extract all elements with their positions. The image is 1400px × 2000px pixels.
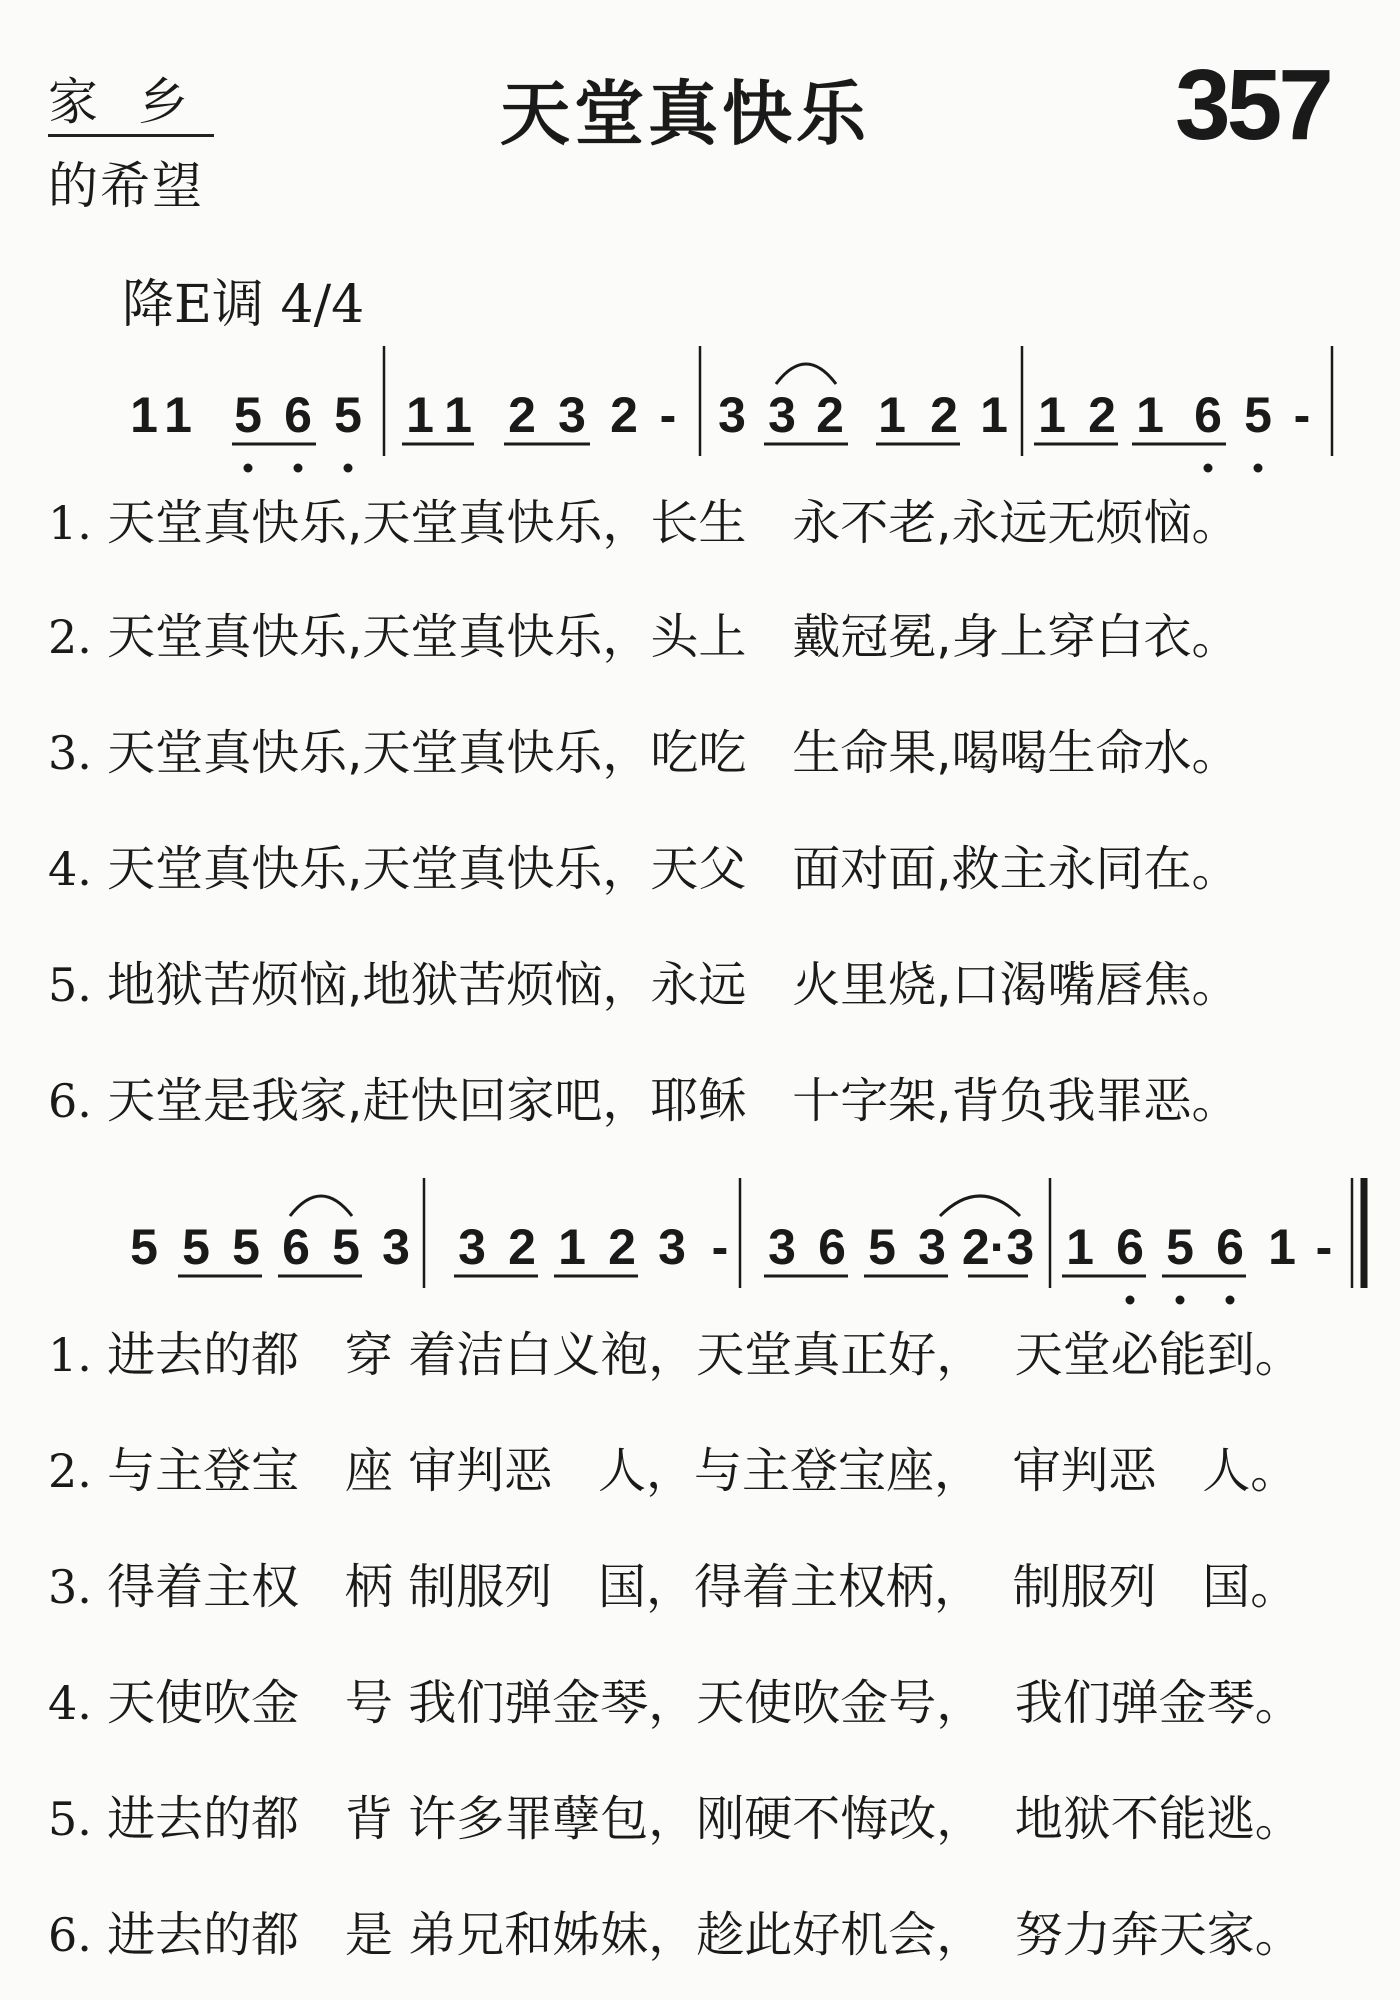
verse-text: 天堂真快乐,天堂真快乐，天父 面对面,救主永同在。 bbox=[107, 841, 1240, 897]
jianpu-note: 1 bbox=[558, 1219, 586, 1275]
verse-number: 4. bbox=[48, 1676, 92, 1730]
jianpu-note: 2 bbox=[608, 1219, 636, 1275]
octave-dot bbox=[1176, 1296, 1185, 1305]
verse-number: 5. bbox=[48, 958, 92, 1012]
octave-dot bbox=[294, 464, 303, 473]
jianpu-note: 2 bbox=[816, 387, 844, 443]
jianpu-note: 5 bbox=[130, 1219, 158, 1275]
jianpu-note: 2 bbox=[1088, 387, 1116, 443]
verse-number: 3. bbox=[48, 726, 92, 780]
verse-number: 4. bbox=[48, 842, 92, 896]
category-label-line1: 家乡 bbox=[48, 73, 228, 131]
octave-dot bbox=[1226, 1296, 1235, 1305]
verse-text: 天堂是我家,赶快回家吧，耶稣 十字架,背负我罪恶。 bbox=[107, 1073, 1240, 1129]
verse-line bbox=[48, 484, 1239, 553]
verse-text: 进去的都 背 许多罪孽包，刚硬不悔改， 地狱不能逃。 bbox=[107, 1791, 1303, 1847]
verse-line bbox=[48, 598, 1239, 667]
jianpu-note: 6 bbox=[818, 1219, 846, 1275]
verse-text: 天堂真快乐,天堂真快乐，吃吃 生命果,喝喝生命水。 bbox=[107, 725, 1240, 781]
verse-text: 天堂真快乐,天堂真快乐，长生 永不老,永远无烦恼。 bbox=[107, 495, 1240, 551]
jianpu-note: 1 bbox=[878, 387, 906, 443]
notation-system-2 bbox=[130, 1219, 1332, 1275]
hymn-number: 357 bbox=[1175, 49, 1330, 161]
verse-line bbox=[48, 1316, 1303, 1385]
sustain-dash: - bbox=[711, 1219, 729, 1275]
verse-line bbox=[48, 1548, 1298, 1617]
category-divider bbox=[48, 134, 214, 137]
verse-line bbox=[48, 714, 1239, 783]
jianpu-note: 6 bbox=[284, 387, 312, 443]
jianpu-note: 3 bbox=[918, 1219, 946, 1275]
jianpu-note: 1 bbox=[980, 387, 1008, 443]
verse-text: 天使吹金 号 我们弹金琴，天使吹金号， 我们弹金琴。 bbox=[107, 1675, 1303, 1731]
jianpu-note: 1 bbox=[130, 387, 158, 443]
verse-line bbox=[48, 1062, 1239, 1131]
category-label-line2: 的希望 bbox=[48, 157, 204, 215]
verse-number: 5. bbox=[48, 1792, 92, 1846]
jianpu-note: 6 bbox=[282, 1219, 310, 1275]
jianpu-note: 3 bbox=[558, 387, 586, 443]
jianpu-note: 3 bbox=[768, 1219, 796, 1275]
octave-dot bbox=[1254, 464, 1263, 473]
jianpu-note: 6 bbox=[1194, 387, 1222, 443]
jianpu-note: 3 bbox=[458, 1219, 486, 1275]
verse-text: 进去的都 穿 着洁白义袍，天堂真正好， 天堂必能到。 bbox=[107, 1327, 1303, 1383]
verse-text: 地狱苦烦恼,地狱苦烦恼，永远 火里烧,口渴嘴唇焦。 bbox=[107, 957, 1240, 1013]
notation-system-1 bbox=[130, 387, 1310, 443]
jianpu-note: 1 bbox=[1066, 1219, 1094, 1275]
octave-dot bbox=[344, 464, 353, 473]
sustain-dash: - bbox=[659, 387, 677, 443]
jianpu-note: 1 bbox=[1136, 387, 1164, 443]
jianpu-note: 3 bbox=[382, 1219, 410, 1275]
jianpu-note: 5 bbox=[182, 1219, 210, 1275]
verse-number: 1. bbox=[48, 1328, 92, 1382]
verse-number: 2. bbox=[48, 610, 92, 664]
verse-line bbox=[48, 830, 1239, 899]
jianpu-note: 5 bbox=[1244, 387, 1272, 443]
tie-arc bbox=[776, 364, 836, 384]
verse-line bbox=[48, 1432, 1298, 1501]
jianpu-note: 2 bbox=[508, 1219, 536, 1275]
jianpu-note: 3 bbox=[658, 1219, 686, 1275]
jianpu-note: 1 bbox=[1038, 387, 1066, 443]
verse-number: 3. bbox=[48, 1560, 92, 1614]
octave-dot bbox=[1204, 464, 1213, 473]
verse-number: 6. bbox=[48, 1908, 92, 1962]
jianpu-note: 3 bbox=[718, 387, 746, 443]
jianpu-note: 2 bbox=[930, 387, 958, 443]
jianpu-note: 5 bbox=[868, 1219, 896, 1275]
jianpu-note: 1 bbox=[406, 387, 434, 443]
jianpu-note: 2 bbox=[508, 387, 536, 443]
jianpu-note: 2 bbox=[610, 387, 638, 443]
key-signature: 降E调 4/4 bbox=[122, 275, 365, 335]
verse-number: 1. bbox=[48, 496, 92, 550]
tie-arc bbox=[290, 1196, 352, 1216]
sustain-dash: - bbox=[1293, 387, 1311, 443]
jianpu-note: 5 bbox=[232, 1219, 260, 1275]
verse-text: 得着主权 柄 制服列 国，得着主权柄， 制服列 国。 bbox=[107, 1559, 1299, 1615]
verse-number: 6. bbox=[48, 1074, 92, 1128]
verse-line bbox=[48, 1780, 1303, 1849]
jianpu-note: 1 bbox=[164, 387, 192, 443]
tie-arc bbox=[940, 1196, 1020, 1216]
hymn-title: 天堂真快乐 bbox=[500, 73, 870, 155]
verse-line bbox=[48, 946, 1239, 1015]
verse-number: 2. bbox=[48, 1444, 92, 1498]
verse-text: 进去的都 是 弟兄和姊妹，趁此好机会， 努力奔天家。 bbox=[107, 1907, 1303, 1963]
octave-dot bbox=[244, 464, 253, 473]
jianpu-note: 6 bbox=[1116, 1219, 1144, 1275]
verse-text: 与主登宝 座 审判恶 人，与主登宝座， 审判恶 人。 bbox=[107, 1443, 1299, 1499]
jianpu-note: 5 bbox=[1166, 1219, 1194, 1275]
verse-line bbox=[48, 1896, 1303, 1965]
jianpu-note: 6 bbox=[1216, 1219, 1244, 1275]
verse-line bbox=[48, 1664, 1303, 1733]
jianpu-note: 5 bbox=[332, 1219, 360, 1275]
jianpu-note: 5 bbox=[234, 387, 262, 443]
jianpu-note: 1 bbox=[444, 387, 472, 443]
jianpu-note: 1 bbox=[1268, 1219, 1296, 1275]
sustain-dash: - bbox=[1315, 1219, 1333, 1275]
jianpu-note: 5 bbox=[334, 387, 362, 443]
jianpu-note: 2·3 bbox=[961, 1219, 1035, 1275]
verse-text: 天堂真快乐,天堂真快乐，头上 戴冠冕,身上穿白衣。 bbox=[107, 609, 1240, 665]
jianpu-note: 3 bbox=[768, 387, 796, 443]
octave-dot bbox=[1126, 1296, 1135, 1305]
